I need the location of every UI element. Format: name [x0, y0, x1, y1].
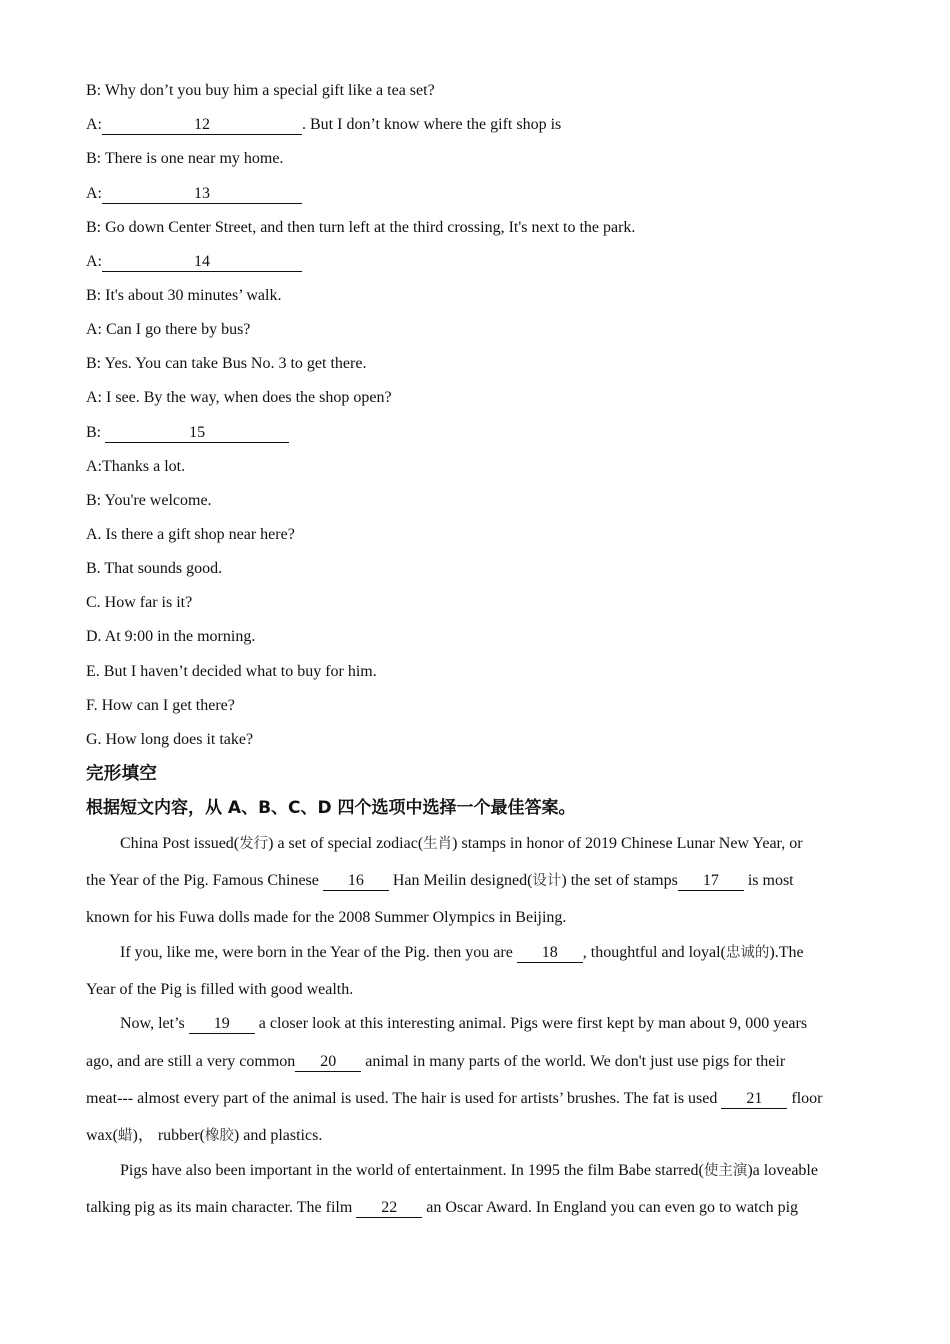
dialogue-text: B: You're welcome.	[86, 492, 212, 509]
passage-text: ).The	[769, 944, 804, 961]
dialogue-text: A: Can I go there by bus?	[86, 321, 251, 338]
option-text: F. How can I get there?	[86, 697, 235, 714]
cloze-blank-17[interactable]: 17	[678, 872, 744, 891]
passage-text: floor	[787, 1090, 823, 1107]
option-item	[86, 696, 235, 716]
dialogue-line	[86, 149, 283, 169]
option-text: G. How long does it take?	[86, 731, 254, 748]
option-item	[86, 593, 192, 613]
passage-text: Han Meilin designed(	[388, 872, 533, 889]
dialogue-text: B: It's about 30 minutes’ walk.	[86, 287, 282, 304]
dialogue-line	[86, 252, 302, 272]
dialogue-line	[86, 218, 635, 238]
passage-text: the Year of the Pig. Famous Chinese	[86, 872, 323, 889]
dialogue-line	[86, 354, 366, 374]
answer-blank-12[interactable]: 12	[102, 116, 302, 135]
passage-text: ) the set of stamps	[561, 872, 678, 889]
passage-line	[86, 1052, 785, 1072]
dialogue-text: A: I see. By the way, when does the shop open?	[86, 389, 392, 406]
dialogue-text: . But I don’t know where the gift shop is	[302, 116, 562, 133]
passage-text: an Oscar Award. In England you can even go to watch pig	[422, 1199, 799, 1216]
passage-text: If you, like me, were born in the Year of the Pig. then you are	[120, 944, 517, 961]
passage-line	[86, 871, 794, 891]
speaker-label: A:	[86, 185, 102, 202]
section-instruction	[86, 798, 576, 818]
option-text: E. But I haven’t decided what to buy for him.	[86, 663, 377, 680]
chinese-gloss: 使主演	[703, 1163, 748, 1179]
option-text: A. Is there a gift shop near here?	[86, 526, 295, 543]
passage-text: )， rubber(	[132, 1127, 205, 1144]
dialogue-line	[86, 388, 392, 408]
option-text: C. How far is it?	[86, 594, 193, 611]
chinese-gloss: 生肖	[423, 836, 453, 852]
option-text: B. That sounds good.	[86, 560, 223, 577]
passage-line	[86, 1126, 322, 1146]
dialogue-text: A:Thanks a lot.	[86, 458, 186, 475]
cloze-blank-22[interactable]: 22	[356, 1199, 422, 1218]
section-title-text: 完形填空	[86, 764, 158, 784]
chinese-gloss: 发行	[239, 836, 269, 852]
passage-text: Year of the Pig is filled with good wealth.	[86, 981, 354, 998]
passage-text: Pigs have also been important in the world of entertainment. In 1995 the film Babe starred(	[120, 1162, 704, 1179]
option-item	[86, 730, 253, 750]
dialogue-text: B: Go down Center Street, and then turn left at the third crossing, It's next to the park.	[86, 219, 636, 236]
passage-text: , thoughtful and loyal(	[582, 944, 726, 961]
dialogue-line	[86, 423, 289, 443]
option-text: D. At 9:00 in the morning.	[86, 628, 256, 645]
option-item	[86, 559, 222, 579]
cloze-blank-19[interactable]: 19	[189, 1015, 255, 1034]
passage-line	[86, 1198, 798, 1218]
dialogue-line	[86, 115, 561, 135]
dialogue-line	[86, 184, 302, 204]
passage-text: animal in many parts of the world. We don't just use pigs for their	[361, 1053, 786, 1070]
chinese-gloss: 设计	[532, 873, 562, 889]
speaker-label: A:	[86, 253, 102, 270]
chinese-gloss: 忠诚的	[725, 945, 770, 961]
cloze-blank-20[interactable]: 20	[295, 1053, 361, 1072]
passage-line	[86, 908, 566, 928]
chinese-gloss: 橡胶	[204, 1128, 234, 1144]
passage-text: a closer look at this interesting animal. Pigs were first kept by man about 9, 000 years	[254, 1015, 808, 1032]
answer-blank-14[interactable]: 14	[102, 253, 302, 272]
passage-line	[120, 834, 803, 854]
dialogue-line	[86, 81, 435, 101]
passage-line	[120, 1161, 818, 1181]
dialogue-line	[86, 491, 212, 511]
passage-text: is most	[743, 872, 794, 889]
passage-line	[86, 1089, 823, 1109]
speaker-label: B:	[86, 424, 106, 441]
dialogue-line	[86, 286, 281, 306]
dialogue-text: B: Why don’t you buy him a special gift like a tea set?	[86, 82, 435, 99]
option-item	[86, 662, 377, 682]
passage-text: ago, and are still a very common	[86, 1053, 296, 1070]
passage-text: known for his Fuwa dolls made for the 2008 Summer Olympics in Beijing.	[86, 909, 567, 926]
passage-text: ) stamps in honor of 2019 Chinese Lunar New Year, or	[452, 835, 803, 852]
passage-text: talking pig as its main character. The film	[86, 1199, 357, 1216]
passage-text: ) a set of special zodiac(	[268, 835, 424, 852]
passage-text: )a loveable	[747, 1162, 818, 1179]
dialogue-line	[86, 457, 185, 477]
passage-text: China Post issued(	[120, 835, 240, 852]
dialogue-text: B: Yes. You can take Bus No. 3 to get there.	[86, 355, 367, 372]
chinese-gloss: 蜡	[117, 1128, 133, 1144]
passage-line	[120, 1014, 807, 1034]
cloze-blank-16[interactable]: 16	[323, 872, 389, 891]
answer-blank-13[interactable]: 13	[102, 185, 302, 204]
speaker-label: A:	[86, 116, 102, 133]
cloze-blank-18[interactable]: 18	[517, 944, 583, 963]
option-item	[86, 627, 255, 647]
dialogue-line	[86, 320, 250, 340]
passage-text: Now, let’s	[120, 1015, 189, 1032]
dialogue-text: B: There is one near my home.	[86, 150, 284, 167]
option-item	[86, 525, 295, 545]
passage-line	[86, 980, 353, 1000]
instruction-text: 根据短文内容，从 A、B、C、D 四个选项中选择一个最佳答案。	[86, 798, 576, 818]
cloze-blank-21[interactable]: 21	[721, 1090, 787, 1109]
passage-line	[120, 943, 804, 963]
section-title	[86, 764, 157, 784]
passage-text: meat--- almost every part of the animal is used. The hair is used for artists’ brushes. The fat is used	[86, 1090, 722, 1107]
passage-text: ) and plastics.	[233, 1127, 323, 1144]
answer-blank-15[interactable]: 15	[105, 424, 289, 443]
passage-text: wax(	[86, 1127, 118, 1144]
